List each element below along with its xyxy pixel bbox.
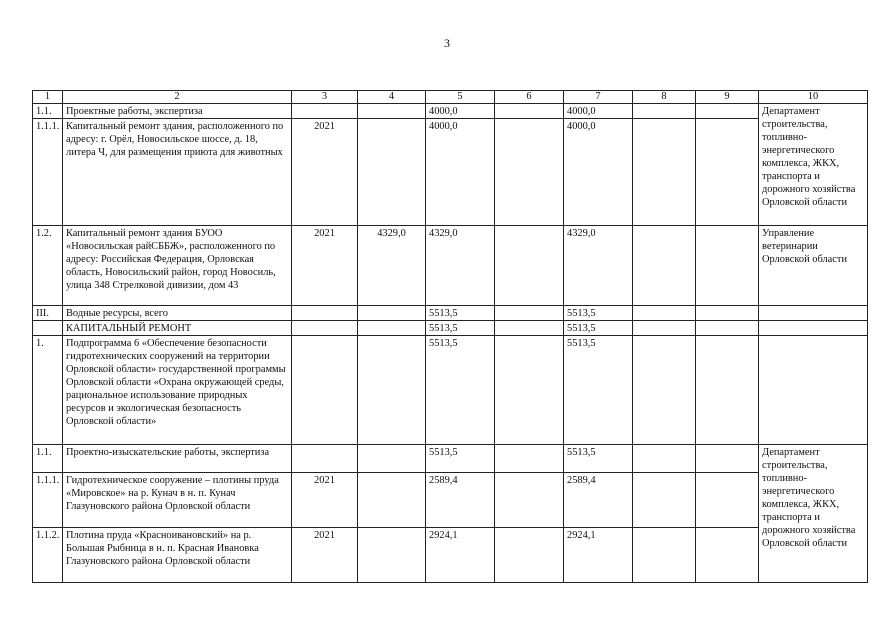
year-cell [292,336,358,445]
value-cell: 2924,1 [426,528,495,583]
value-cell: 4000,0 [426,104,495,119]
value-cell [358,528,426,583]
header-cell: 5 [426,91,495,104]
value-cell: 5513,5 [564,306,633,321]
value-cell [495,321,564,336]
value-cell [696,119,759,226]
value-cell [495,473,564,528]
responsible-cell: Департамент строительства, топливно-энергетического комплекса, ЖКХ, транспорта и дорожного хозяйства Орловской области [759,104,868,226]
value-cell [633,226,696,306]
value-cell: 5513,5 [564,445,633,473]
item-name: Проектные работы, экспертиза [63,104,292,119]
value-cell [633,445,696,473]
value-cell [633,306,696,321]
table-row [33,104,868,119]
header-cell: 10 [759,91,868,104]
budget-table [32,90,868,583]
value-cell [696,226,759,306]
item-name: Проектно-изыскательские работы, экспертиза [63,445,292,473]
item-name: Водные ресурсы, всего [63,306,292,321]
value-cell [696,306,759,321]
value-cell [495,528,564,583]
header-cell: 2 [63,91,292,104]
header-cell: 6 [495,91,564,104]
table-row [33,321,868,336]
value-cell [696,321,759,336]
value-cell: 5513,5 [426,306,495,321]
table-row [33,119,868,226]
value-cell [358,473,426,528]
year-cell: 2021 [292,226,358,306]
value-cell [633,119,696,226]
value-cell [633,104,696,119]
responsible-cell [759,306,868,321]
value-cell [495,306,564,321]
table-row [33,336,868,445]
header-row [33,91,868,104]
item-name: Капитальный ремонт здания БУОО «Новосильская райСББЖ», расположенного по адресу: Российская Федерация, Орловская область, Новосильский район, город Новосиль, улица 348 Стрелковой дивизии, дом 43 [63,226,292,306]
row-number: 1. [33,336,63,445]
value-cell [358,104,426,119]
value-cell [495,119,564,226]
year-cell: 2021 [292,473,358,528]
value-cell: 2924,1 [564,528,633,583]
header-cell: 7 [564,91,633,104]
row-number: 1.1.1. [33,473,63,528]
table-row [33,473,868,528]
year-cell [292,445,358,473]
table-row [33,528,868,583]
responsible-cell [759,336,868,445]
value-cell: 5513,5 [426,336,495,445]
responsible-cell: Управление ветеринарии Орловской области [759,226,868,306]
value-cell [495,104,564,119]
header-cell: 1 [33,91,63,104]
table-row [33,445,868,473]
row-number [33,321,63,336]
year-cell [292,321,358,336]
value-cell [633,528,696,583]
value-cell [633,336,696,445]
row-number: 1.1. [33,445,63,473]
value-cell [495,445,564,473]
value-cell [358,321,426,336]
value-cell: 4000,0 [564,119,633,226]
value-cell [696,473,759,528]
row-number: 1.2. [33,226,63,306]
value-cell [696,528,759,583]
value-cell [696,336,759,445]
value-cell: 2589,4 [564,473,633,528]
value-cell: 5513,5 [426,445,495,473]
item-name: Капитальный ремонт здания, расположенного по адресу: г. Орёл, Новосильское шоссе, д. 18, литера Ч, для размещения приюта для животных [63,119,292,226]
value-cell [358,445,426,473]
header-cell: 4 [358,91,426,104]
table-row [33,306,868,321]
value-cell [633,321,696,336]
year-cell [292,306,358,321]
year-cell: 2021 [292,528,358,583]
value-cell [495,336,564,445]
header-cell: 9 [696,91,759,104]
row-number: 1.1.2. [33,528,63,583]
value-cell: 4000,0 [564,104,633,119]
value-cell [696,445,759,473]
item-name: Плотина пруда «Красноивановский» на р. Большая Рыбница в н. п. Красная Ивановка Глазуновского района Орловской области [63,528,292,583]
row-number: III. [33,306,63,321]
value-cell: 5513,5 [564,321,633,336]
year-cell: 2021 [292,119,358,226]
row-number: 1.1.1. [33,119,63,226]
value-cell [358,119,426,226]
value-cell: 4329,0 [426,226,495,306]
value-cell: 2589,4 [426,473,495,528]
responsible-cell: Департамент строительства, топливно-энергетического комплекса, ЖКХ, транспорта и дорожного хозяйства Орловской области [759,445,868,583]
item-name: Подпрограмма 6 «Обеспечение безопасности гидротехнических сооружений на территории Орловской области» государственной программы Орловской области «Охрана окружающей среды, рациональное использование природных ресурсов и экологическая безопасность Орловской области» [63,336,292,445]
item-name: Гидротехническое сооружение – плотины пруда «Мировское» на р. Кунач в н. п. Кунач Глазуновского района Орловской области [63,473,292,528]
value-cell: 4329,0 [564,226,633,306]
year-cell [292,104,358,119]
value-cell [358,306,426,321]
value-cell: 4329,0 [358,226,426,306]
value-cell: 5513,5 [426,321,495,336]
page-number: 3 [444,36,450,50]
responsible-cell [759,321,868,336]
value-cell [495,226,564,306]
value-cell: 4000,0 [426,119,495,226]
value-cell [358,336,426,445]
value-cell: 5513,5 [564,336,633,445]
value-cell [696,104,759,119]
value-cell [633,473,696,528]
header-cell: 8 [633,91,696,104]
item-name: КАПИТАЛЬНЫЙ РЕМОНТ [63,321,292,336]
table-row [33,226,868,306]
row-number: 1.1. [33,104,63,119]
header-cell: 3 [292,91,358,104]
